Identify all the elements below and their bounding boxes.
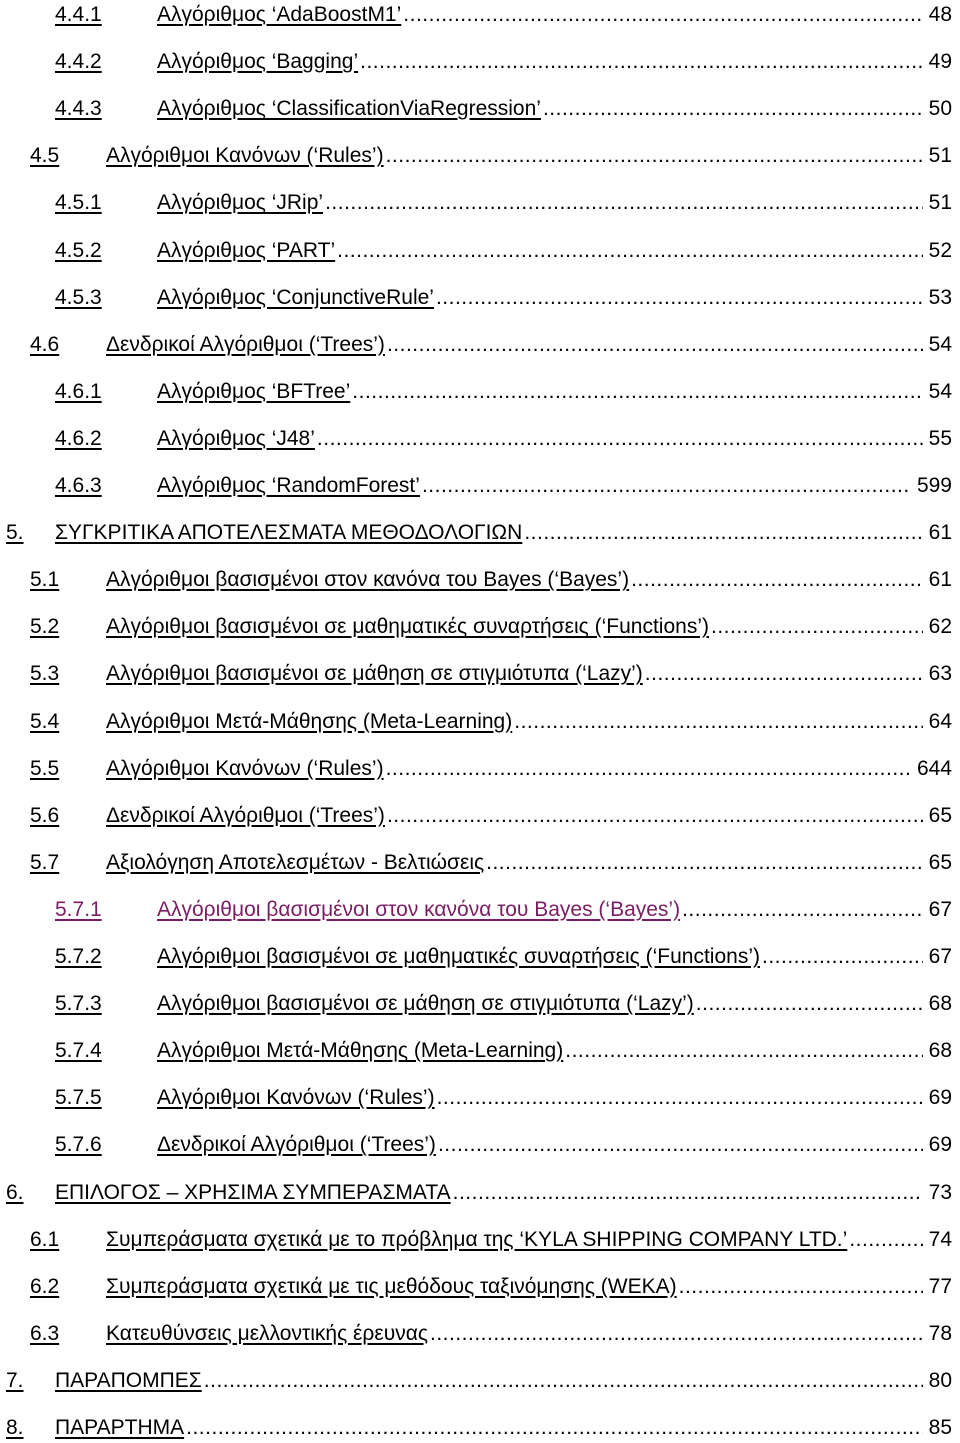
toc-entry[interactable] bbox=[0, 283, 960, 313]
dot-leader bbox=[694, 989, 923, 1019]
toc-entry[interactable] bbox=[0, 188, 960, 218]
toc-entry[interactable] bbox=[0, 471, 960, 501]
dot-leader bbox=[315, 424, 923, 454]
toc-entry-page-number: 85 bbox=[928, 1416, 952, 1439]
dot-leader bbox=[680, 895, 923, 925]
dot-leader bbox=[385, 801, 923, 831]
toc-entry-page-number: 49 bbox=[928, 50, 952, 74]
toc-entry-title[interactable]: ΠΑΡΑΡΤΗΜΑ bbox=[55, 1416, 185, 1439]
toc-entry-number[interactable]: 6.3 bbox=[30, 1321, 60, 1345]
toc-entry-page-number: 51 bbox=[928, 144, 952, 168]
dot-leader bbox=[401, 0, 922, 30]
toc-entry-page-number: 77 bbox=[928, 1274, 952, 1298]
toc-entry-page-number: 78 bbox=[928, 1321, 952, 1345]
toc-entry-title[interactable]: Αλγόριθμος ‘Bagging’ bbox=[157, 50, 359, 74]
toc-entry-number[interactable]: 6.2 bbox=[30, 1274, 60, 1298]
toc-entry-title[interactable]: Δενδρικοί Αλγόριθμοι (‘Trees’) bbox=[106, 803, 385, 827]
dot-leader bbox=[541, 94, 923, 124]
toc-entry[interactable] bbox=[0, 94, 960, 124]
toc-entry[interactable] bbox=[0, 1178, 960, 1208]
toc-entry-title[interactable]: Αλγόριθμοι βασισμένοι σε μαθηματικές συναρτήσεις (‘Functions’) bbox=[106, 615, 709, 639]
toc-entry-page-number: 80 bbox=[928, 1368, 952, 1392]
toc-entry-number[interactable]: 4.6.3 bbox=[55, 474, 102, 497]
toc-entry-page-number: 53 bbox=[928, 285, 952, 309]
toc-entry-title[interactable]: Αλγόριθμος ‘JRip’ bbox=[157, 191, 324, 215]
toc-entry-title[interactable]: Αλγόριθμοι Μετά-Μάθησης (Meta-Learning) bbox=[157, 1039, 564, 1063]
dot-leader bbox=[384, 754, 911, 784]
toc-entry-title[interactable]: Αλγόριθμοι βασισμένοι στον κανόνα του Bayes (‘Bayes’) bbox=[106, 568, 630, 592]
dot-leader bbox=[350, 377, 922, 407]
toc-entry-page-number: 61 bbox=[928, 521, 952, 545]
toc-entry-number[interactable]: 4.4.2 bbox=[55, 50, 102, 74]
toc-entry-number[interactable]: 4.6.1 bbox=[55, 379, 102, 403]
toc-entry-page-number: 54 bbox=[928, 332, 952, 356]
toc-entry-number[interactable]: 5.4 bbox=[30, 709, 60, 733]
toc-entry-page-number: 64 bbox=[928, 709, 952, 733]
toc-entry[interactable] bbox=[0, 612, 960, 642]
toc-entry-title[interactable]: Αλγόριθμοι Κανόνων (‘Rules’) bbox=[106, 756, 384, 780]
dot-leader bbox=[385, 330, 923, 360]
toc-entry[interactable] bbox=[0, 1225, 960, 1255]
toc-entry-title[interactable]: Συμπεράσματα σχετικά με το πρόβλημα της ‘KYLA SHIPPING COMPANY LTD.’ bbox=[106, 1227, 848, 1251]
dot-leader bbox=[434, 283, 923, 313]
toc-entry-number[interactable]: 5.6 bbox=[30, 803, 60, 827]
toc-entry-title[interactable]: Αλγόριθμοι βασισμένοι στον κανόνα του Bayes (‘Bayes’) bbox=[157, 897, 681, 921]
toc-entry-title[interactable]: Αλγόριθμος ‘ClassificationViaRegression’ bbox=[157, 97, 541, 121]
dot-leader bbox=[847, 1225, 922, 1255]
toc-entry-number[interactable]: 4.6 bbox=[30, 332, 60, 356]
toc-entry-number[interactable]: 6. bbox=[6, 1180, 24, 1204]
toc-entry[interactable] bbox=[0, 1319, 960, 1349]
toc-entry-page-number: 62 bbox=[928, 615, 952, 639]
dot-leader bbox=[428, 1319, 923, 1349]
toc-entry-number[interactable]: 5.1 bbox=[30, 568, 60, 592]
toc-entry-title[interactable]: Κατευθύνσεις μελλοντικής έρευνας bbox=[106, 1321, 428, 1345]
toc-entry[interactable] bbox=[0, 424, 960, 454]
toc-entry-title[interactable]: Αλγόριθμοι βασισμένοι σε μαθηματικές συναρτήσεις (‘Functions’) bbox=[157, 945, 760, 968]
toc-entry-page-number: 599 bbox=[916, 474, 952, 497]
toc-entry[interactable] bbox=[0, 848, 960, 878]
toc-entry-page-number: 69 bbox=[928, 1086, 952, 1110]
toc-entry-page-number: 73 bbox=[928, 1180, 952, 1204]
toc-entry-title[interactable]: ΕΠΙΛΟΓΟΣ – ΧΡΗΣΙΜΑ ΣΥΜΠΕΡΑΣΜΑΤΑ bbox=[55, 1180, 451, 1204]
toc-entry-number[interactable]: 4.5.3 bbox=[55, 285, 102, 309]
toc-entry-number[interactable]: 4.5.1 bbox=[55, 191, 102, 215]
toc-entry-number[interactable]: 7. bbox=[6, 1368, 24, 1392]
toc-entry[interactable] bbox=[0, 754, 960, 784]
toc-entry-page-number: 55 bbox=[928, 426, 952, 450]
toc-entry-title[interactable]: Αλγόριθμος ‘AdaBoostM1’ bbox=[157, 3, 402, 26]
dot-leader bbox=[709, 612, 923, 642]
toc-entry-page-number: 54 bbox=[928, 379, 952, 403]
dot-leader bbox=[484, 848, 923, 878]
toc-entry-page-number: 67 bbox=[928, 945, 952, 968]
toc-entry-page-number: 48 bbox=[928, 3, 952, 26]
toc-entry[interactable] bbox=[0, 1036, 960, 1066]
toc-entry-number[interactable]: 6.1 bbox=[30, 1227, 60, 1251]
toc-entry[interactable] bbox=[0, 565, 960, 595]
toc-entry-title[interactable]: Αλγόριθμοι βασισμένοι σε μάθηση σε στιγμιότυπα (‘Lazy’) bbox=[106, 662, 643, 686]
dot-leader bbox=[436, 1130, 923, 1160]
toc-entry-number[interactable]: 5.7.5 bbox=[55, 1086, 102, 1110]
toc-entry-number[interactable]: 4.6.2 bbox=[55, 426, 102, 450]
toc-entry-title[interactable]: Αλγόριθμος ‘J48’ bbox=[157, 426, 315, 450]
dot-leader bbox=[563, 1036, 922, 1066]
toc-entry[interactable] bbox=[0, 1083, 960, 1113]
toc-entry-title[interactable]: ΠΑΡΑΠΟΜΠΕΣ bbox=[55, 1368, 202, 1392]
toc-entry-number[interactable]: 5. bbox=[6, 521, 24, 545]
dot-leader bbox=[643, 659, 923, 689]
dot-leader bbox=[435, 1083, 923, 1113]
toc-entry[interactable] bbox=[0, 141, 960, 171]
dot-leader bbox=[202, 1366, 923, 1396]
dot-leader bbox=[358, 47, 923, 77]
toc-entry-page-number: 67 bbox=[928, 897, 952, 921]
toc-entry[interactable] bbox=[0, 0, 960, 30]
toc-entry-number[interactable]: 4.5 bbox=[30, 144, 60, 168]
toc-entry-title[interactable]: Αλγόριθμοι Μετά-Μάθησης (Meta-Learning) bbox=[106, 709, 513, 733]
toc-entry-page-number: 65 bbox=[928, 850, 952, 874]
toc-entry[interactable] bbox=[0, 1413, 960, 1443]
toc-entry-title[interactable]: ΣΥΓΚΡΙΤΙΚΑ ΑΠΟΤΕΛΕΣΜΑΤΑ ΜΕΘΟΔΟΛΟΓΙΩΝ bbox=[55, 521, 523, 545]
toc-entry-number[interactable]: 4.4.3 bbox=[55, 97, 102, 121]
toc-entry-number[interactable]: 4.5.2 bbox=[55, 238, 102, 262]
dot-leader bbox=[323, 188, 923, 218]
toc-entry-number[interactable]: 5.7.6 bbox=[55, 1133, 102, 1157]
toc-entry-title[interactable]: Αλγόριθμος ‘BFTree’ bbox=[157, 379, 351, 403]
toc-entry-page-number: 644 bbox=[916, 756, 952, 780]
toc-entry[interactable] bbox=[0, 801, 960, 831]
toc-entry-page-number: 61 bbox=[928, 568, 952, 592]
toc-entry-title[interactable]: Αλγόριθμοι Κανόνων (‘Rules’) bbox=[157, 1086, 435, 1110]
toc-entry-title[interactable]: Αλγόριθμος ‘PART’ bbox=[157, 238, 336, 262]
toc-entry[interactable] bbox=[0, 47, 960, 77]
dot-leader bbox=[760, 942, 923, 972]
toc-entry-title[interactable]: Δενδρικοί Αλγόριθμοι (‘Trees’) bbox=[106, 332, 385, 356]
toc-entry-title[interactable]: Συμπεράσματα σχετικά με τις μεθόδους ταξινόμησης (WEKA) bbox=[106, 1274, 677, 1298]
dot-leader bbox=[512, 707, 922, 737]
toc-entry[interactable] bbox=[0, 707, 960, 737]
toc-entry-page-number: 68 bbox=[928, 992, 952, 1016]
dot-leader bbox=[184, 1413, 923, 1443]
toc-entry[interactable] bbox=[0, 659, 960, 689]
toc-entry-number[interactable]: 5.7 bbox=[30, 850, 60, 874]
toc-entry-number[interactable]: 5.7.4 bbox=[55, 1039, 102, 1063]
toc-entry-title[interactable]: Δενδρικοί Αλγόριθμοι (‘Trees’) bbox=[157, 1133, 436, 1157]
toc-entry-number[interactable]: 5.7.2 bbox=[55, 945, 102, 968]
toc-entry-page-number: 69 bbox=[928, 1133, 952, 1157]
toc-entry-number[interactable]: 5.7.1 bbox=[55, 897, 102, 921]
dot-leader bbox=[420, 471, 911, 501]
toc-entry-title[interactable]: Αξιολόγηση Αποτελεσμέτων - Βελτιώσεις bbox=[106, 850, 485, 874]
dot-leader bbox=[629, 565, 923, 595]
toc-entry[interactable] bbox=[0, 377, 960, 407]
toc-entry-page-number: 51 bbox=[928, 191, 952, 215]
toc-entry[interactable] bbox=[0, 942, 960, 972]
toc-entry-title[interactable]: Αλγόριθμοι Κανόνων (‘Rules’) bbox=[106, 144, 384, 168]
toc-entry-number[interactable]: 8. bbox=[6, 1416, 24, 1439]
toc-entry-title[interactable]: Αλγόριθμος ‘RandomForest’ bbox=[157, 474, 420, 497]
toc-entry[interactable] bbox=[0, 518, 960, 548]
toc-entry-number[interactable]: 5.3 bbox=[30, 662, 60, 686]
toc-entry-page-number: 50 bbox=[928, 97, 952, 121]
toc-entry[interactable] bbox=[0, 1272, 960, 1302]
toc-entry[interactable] bbox=[0, 330, 960, 360]
toc-entry-number[interactable]: 5.5 bbox=[30, 756, 60, 780]
dot-leader bbox=[335, 236, 923, 266]
dot-leader bbox=[522, 518, 922, 548]
toc-entry-page-number: 68 bbox=[928, 1039, 952, 1063]
toc-entry-number[interactable]: 5.7.3 bbox=[55, 992, 102, 1016]
toc-entry[interactable] bbox=[0, 895, 960, 925]
toc-entry-page-number: 74 bbox=[928, 1227, 952, 1251]
toc-entry[interactable] bbox=[0, 236, 960, 266]
toc-entry-number[interactable]: 5.2 bbox=[30, 615, 60, 639]
toc-entry-page-number: 65 bbox=[928, 803, 952, 827]
toc-entry[interactable] bbox=[0, 1130, 960, 1160]
toc-entry-page-number: 63 bbox=[928, 662, 952, 686]
toc-entry-page-number: 52 bbox=[928, 238, 952, 262]
toc-entry-title[interactable]: Αλγόριθμος ‘ConjunctiveRule’ bbox=[157, 285, 434, 309]
toc-entry[interactable] bbox=[0, 989, 960, 1019]
toc-entry-number[interactable]: 4.4.1 bbox=[55, 3, 102, 26]
toc-entry[interactable] bbox=[0, 1366, 960, 1396]
dot-leader bbox=[451, 1178, 923, 1208]
toc-entry-title[interactable]: Αλγόριθμοι βασισμένοι σε μάθηση σε στιγμιότυπα (‘Lazy’) bbox=[157, 992, 694, 1016]
dot-leader bbox=[384, 141, 923, 171]
dot-leader bbox=[677, 1272, 923, 1302]
